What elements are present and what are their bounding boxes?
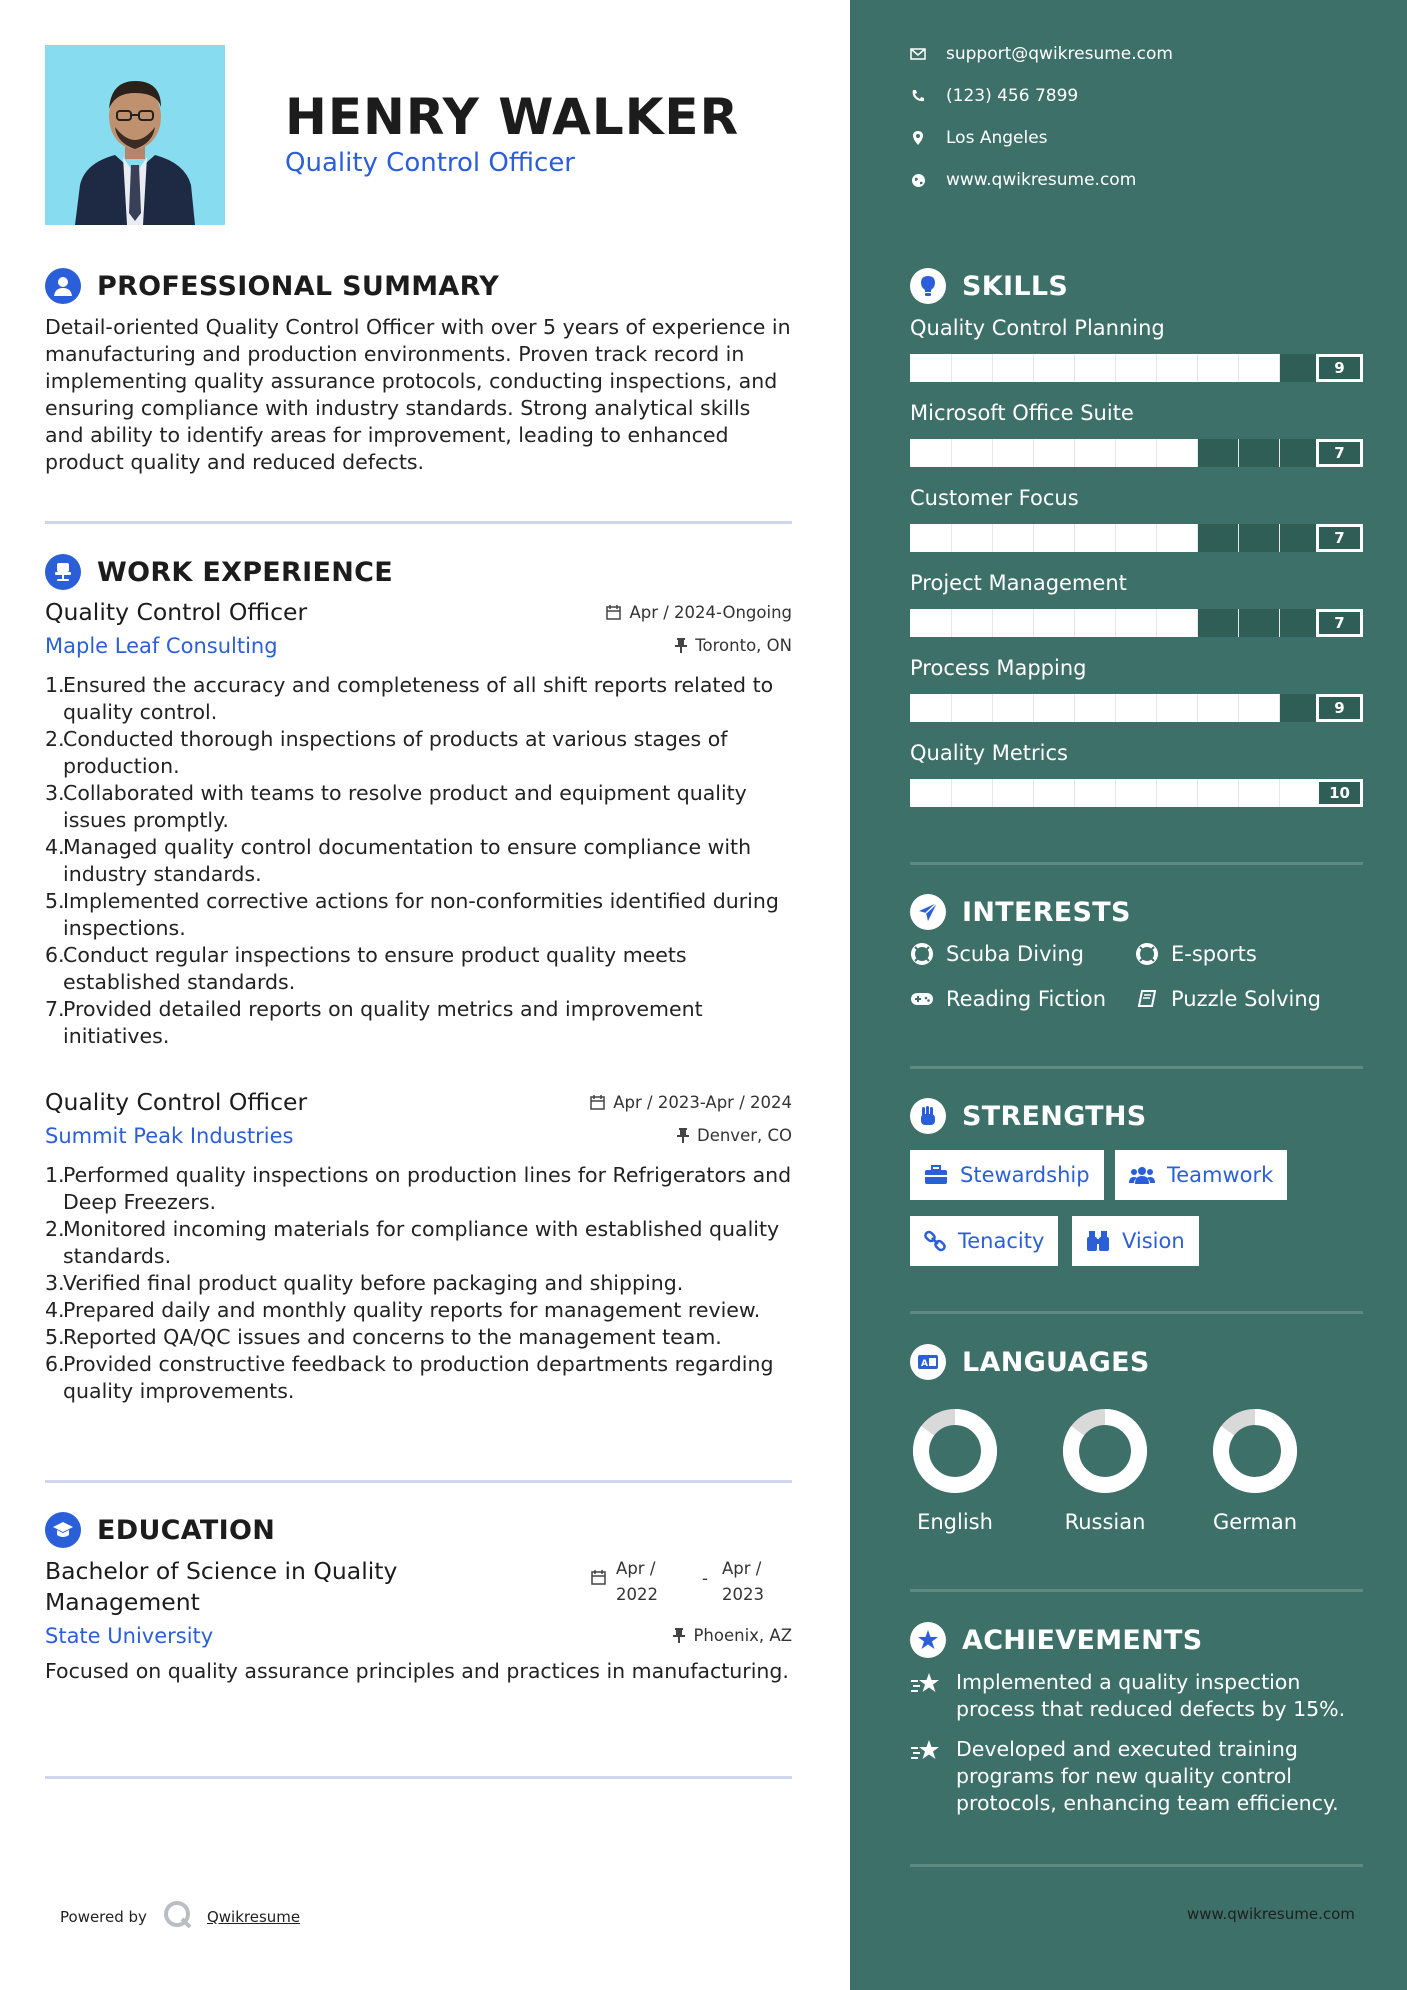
chair-icon bbox=[45, 554, 81, 590]
paper-plane-icon bbox=[910, 894, 946, 930]
lifebuoy-icon bbox=[1135, 942, 1159, 966]
language-item bbox=[895, 1406, 1015, 1534]
skill-name: Quality Control Planning bbox=[910, 316, 1165, 340]
skill-score: 9 bbox=[1316, 694, 1363, 722]
education-dates bbox=[591, 1556, 764, 1608]
skill-name: Microsoft Office Suite bbox=[910, 401, 1134, 425]
skill-bar bbox=[910, 354, 1320, 382]
interest-label: Scuba Diving bbox=[946, 942, 1084, 966]
education-title: EDUCATION bbox=[97, 1514, 276, 1546]
section-divider bbox=[45, 1480, 792, 1483]
phone-icon bbox=[910, 88, 926, 104]
interests-heading bbox=[910, 894, 1131, 930]
binoculars-icon bbox=[1086, 1230, 1110, 1252]
star-badge-icon bbox=[910, 1622, 946, 1658]
pin-icon bbox=[673, 1628, 685, 1643]
date-separator: - bbox=[702, 1569, 708, 1588]
strength-chip bbox=[910, 1216, 1058, 1266]
list-item: 4. Managed quality control documentation to ensure compliance with industry standards. bbox=[45, 835, 752, 886]
lifebuoy-icon bbox=[910, 942, 934, 966]
briefcase-icon bbox=[924, 1165, 948, 1185]
skill-score: 10 bbox=[1316, 779, 1363, 807]
achievement-item bbox=[910, 1736, 1360, 1817]
skills-heading bbox=[910, 268, 1068, 304]
list-item: 6. Conduct regular inspections to ensure product quality meets established standards. bbox=[45, 943, 687, 994]
achievement-item bbox=[910, 1669, 1360, 1723]
education-location bbox=[673, 1626, 792, 1645]
graduation-cap-icon bbox=[45, 1512, 81, 1548]
language-item bbox=[1195, 1406, 1315, 1534]
user-icon bbox=[45, 268, 81, 304]
language-item bbox=[1045, 1406, 1165, 1534]
education-entry bbox=[45, 1556, 792, 1685]
achievements-title: ACHIEVEMENTS bbox=[962, 1624, 1203, 1656]
list-item: 3. Collaborated with teams to resolve product and equipment quality issues promptly. bbox=[45, 781, 747, 832]
languages-title: LANGUAGES bbox=[962, 1346, 1150, 1378]
job-location bbox=[675, 636, 792, 655]
interest-item bbox=[1135, 987, 1321, 1011]
job-dates bbox=[590, 1093, 792, 1112]
list-item: 4. Prepared daily and monthly quality reports for management review. bbox=[45, 1298, 761, 1322]
list-item: 1. Ensured the accuracy and completeness of all shift reports related to quality control. bbox=[45, 673, 774, 724]
skill-bar-fill bbox=[910, 354, 1279, 382]
map-pin-icon bbox=[910, 130, 926, 146]
language-label: Russian bbox=[1064, 1510, 1146, 1534]
degree-line: Bachelor of Science in Quality bbox=[45, 1557, 398, 1585]
location-text: Los Angeles bbox=[946, 128, 1048, 148]
book-icon bbox=[1135, 987, 1159, 1011]
skill-name: Project Management bbox=[910, 571, 1127, 595]
lightbulb-icon bbox=[910, 268, 946, 304]
languages-heading bbox=[910, 1344, 1150, 1380]
skill-bar bbox=[910, 779, 1320, 807]
section-divider bbox=[45, 1776, 792, 1779]
degree-line: Management bbox=[45, 1588, 200, 1616]
pin-icon bbox=[677, 1128, 689, 1143]
skill-score: 7 bbox=[1316, 609, 1363, 637]
powered-by-label: Powered by bbox=[60, 1908, 147, 1926]
list-item: 3. Verified final product quality before packaging and shipping. bbox=[45, 1271, 684, 1295]
job-entry bbox=[45, 598, 792, 1050]
language-ring bbox=[1210, 1406, 1300, 1496]
skill-bar bbox=[910, 694, 1320, 722]
interest-label: E-sports bbox=[1171, 942, 1257, 966]
contact-phone[interactable] bbox=[910, 86, 1078, 106]
interest-label: Reading Fiction bbox=[946, 987, 1107, 1011]
job-responsibilities bbox=[45, 672, 792, 1050]
candidate-role: Quality Control Officer bbox=[285, 148, 575, 178]
skill-score: 7 bbox=[1316, 439, 1363, 467]
calendar-icon bbox=[590, 1095, 605, 1110]
skill-bar-fill bbox=[910, 779, 1320, 807]
achievement-text: Implemented a quality inspection process that reduced defects by 15%. bbox=[956, 1670, 1346, 1721]
list-item: 2. Conducted thorough inspections of products at various stages of production. bbox=[45, 727, 728, 778]
skill-bar-fill bbox=[910, 524, 1197, 552]
achievement-text: Developed and executed training programs for new quality control protocols, enhancing team efficiency. bbox=[956, 1737, 1339, 1815]
list-item: 6. Provided constructive feedback to production departments regarding quality improvements. bbox=[45, 1352, 774, 1403]
strengths-heading bbox=[910, 1098, 1147, 1134]
achievements-heading bbox=[910, 1622, 1203, 1658]
strength-chip bbox=[1072, 1216, 1199, 1266]
skill-bar-fill bbox=[910, 439, 1197, 467]
interest-item bbox=[910, 942, 1084, 966]
interest-label: Puzzle Solving bbox=[1171, 987, 1321, 1011]
job-responsibilities bbox=[45, 1162, 792, 1405]
skill-bar bbox=[910, 524, 1320, 552]
translate-icon bbox=[910, 1344, 946, 1380]
strength-label: Teamwork bbox=[1167, 1163, 1274, 1187]
fist-icon bbox=[910, 1098, 946, 1134]
phone-text: (123) 456 7899 bbox=[946, 86, 1079, 106]
powered-by bbox=[60, 1900, 300, 1934]
shooting-star-icon bbox=[910, 1738, 942, 1768]
summary-title: PROFESSIONAL SUMMARY bbox=[97, 270, 500, 302]
section-divider bbox=[910, 862, 1363, 865]
strength-label: Tenacity bbox=[958, 1229, 1045, 1253]
section-divider bbox=[910, 1311, 1363, 1314]
skill-bar-fill bbox=[910, 694, 1279, 722]
skills-title: SKILLS bbox=[962, 270, 1069, 302]
job-dates-text: Apr / 2024-Ongoing bbox=[629, 603, 792, 622]
list-item: 5. Reported QA/QC issues and concerns to the management team. bbox=[45, 1325, 722, 1349]
svg-text:A: A bbox=[921, 1359, 928, 1369]
website-text: www.qwikresume.com bbox=[946, 170, 1137, 190]
calendar-icon bbox=[606, 605, 621, 620]
start-date: Apr / 2022 bbox=[616, 1559, 659, 1604]
strengths-title: STRENGTHS bbox=[962, 1100, 1147, 1132]
skill-name: Customer Focus bbox=[910, 486, 1079, 510]
job-location bbox=[677, 1126, 792, 1145]
language-label: German bbox=[1212, 1510, 1298, 1534]
skill-bar bbox=[910, 609, 1320, 637]
language-ring bbox=[910, 1406, 1000, 1496]
globe-icon bbox=[910, 172, 926, 188]
candidate-name: HENRY WALKER bbox=[285, 88, 740, 146]
shooting-star-icon bbox=[910, 1671, 942, 1701]
experience-heading bbox=[45, 554, 393, 590]
end-date: Apr / 2023 bbox=[722, 1559, 764, 1604]
job-company: Maple Leaf Consulting bbox=[45, 634, 278, 658]
footer-website[interactable]: www.qwikresume.com bbox=[1187, 1905, 1355, 1923]
email-text: support@qwikresume.com bbox=[946, 44, 1173, 64]
gamepad-icon bbox=[910, 987, 934, 1011]
experience-title: WORK EXPERIENCE bbox=[97, 556, 393, 588]
skill-bar-fill bbox=[910, 609, 1197, 637]
interest-item bbox=[910, 987, 1106, 1011]
education-heading bbox=[45, 1512, 275, 1548]
strength-label: Stewardship bbox=[960, 1163, 1090, 1187]
qwikresume-link[interactable]: Qwikresume bbox=[206, 1908, 301, 1926]
summary-heading bbox=[45, 268, 499, 304]
job-title: Quality Control Officer bbox=[45, 1088, 308, 1116]
skill-bar bbox=[910, 439, 1320, 467]
contact-location bbox=[910, 128, 1048, 148]
list-item: 1. Performed quality inspections on production lines for Refrigerators and Deep Freezers. bbox=[45, 1163, 792, 1214]
link-icon bbox=[924, 1230, 946, 1252]
language-ring bbox=[1060, 1406, 1150, 1496]
skill-score: 7 bbox=[1316, 524, 1363, 552]
section-divider bbox=[910, 1864, 1363, 1867]
contact-email[interactable] bbox=[910, 44, 1173, 64]
job-company: Summit Peak Industries bbox=[45, 1124, 294, 1148]
education-location-text: Phoenix, AZ bbox=[693, 1626, 792, 1645]
section-divider bbox=[910, 1066, 1363, 1069]
contact-website[interactable] bbox=[910, 170, 1136, 190]
section-divider bbox=[910, 1589, 1363, 1592]
job-entry bbox=[45, 1088, 792, 1405]
language-label: English bbox=[917, 1510, 993, 1534]
education-description: Focused on quality assurance principles and practices in manufacturing. bbox=[45, 1659, 789, 1683]
job-dates bbox=[606, 603, 792, 622]
users-icon bbox=[1129, 1165, 1155, 1185]
list-item: 2. Monitored incoming materials for compliance with established quality standards. bbox=[45, 1217, 780, 1268]
skill-name: Quality Metrics bbox=[910, 741, 1068, 765]
job-dates-text: Apr / 2023-Apr / 2024 bbox=[613, 1093, 792, 1112]
job-title: Quality Control Officer bbox=[45, 598, 308, 626]
qwikresume-logo-icon bbox=[163, 1900, 193, 1934]
envelope-icon bbox=[910, 46, 926, 62]
job-location-text: Toronto, ON bbox=[695, 636, 792, 655]
pin-icon bbox=[675, 638, 687, 653]
profile-photo bbox=[45, 45, 225, 225]
list-item: 7. Provided detailed reports on quality metrics and improvement initiatives. bbox=[45, 997, 703, 1048]
interest-item bbox=[1135, 942, 1257, 966]
degree-title bbox=[45, 1556, 397, 1618]
job-location-text: Denver, CO bbox=[696, 1126, 792, 1145]
calendar-icon bbox=[591, 1570, 606, 1585]
school-name: State University bbox=[45, 1624, 214, 1648]
skill-name: Process Mapping bbox=[910, 656, 1087, 680]
skill-score: 9 bbox=[1316, 354, 1363, 382]
strength-chip bbox=[1115, 1150, 1287, 1200]
strength-chip bbox=[910, 1150, 1104, 1200]
summary-text: Detail-oriented Quality Control Officer with over 5 years of experience in manufacturing and production environments. Proven track record in implementing quality assurance protocols, conducting inspections, and ensuring compliance with industry standards. Strong analytical skills and ability to identify areas for improvement, leading to enhanced product quality and reduced defects. bbox=[45, 315, 791, 474]
strength-label: Vision bbox=[1122, 1229, 1185, 1253]
list-item: 5. Implemented corrective actions for non-conformities identified during inspections. bbox=[45, 889, 779, 940]
section-divider bbox=[45, 521, 792, 524]
interests-title: INTERESTS bbox=[962, 896, 1131, 928]
